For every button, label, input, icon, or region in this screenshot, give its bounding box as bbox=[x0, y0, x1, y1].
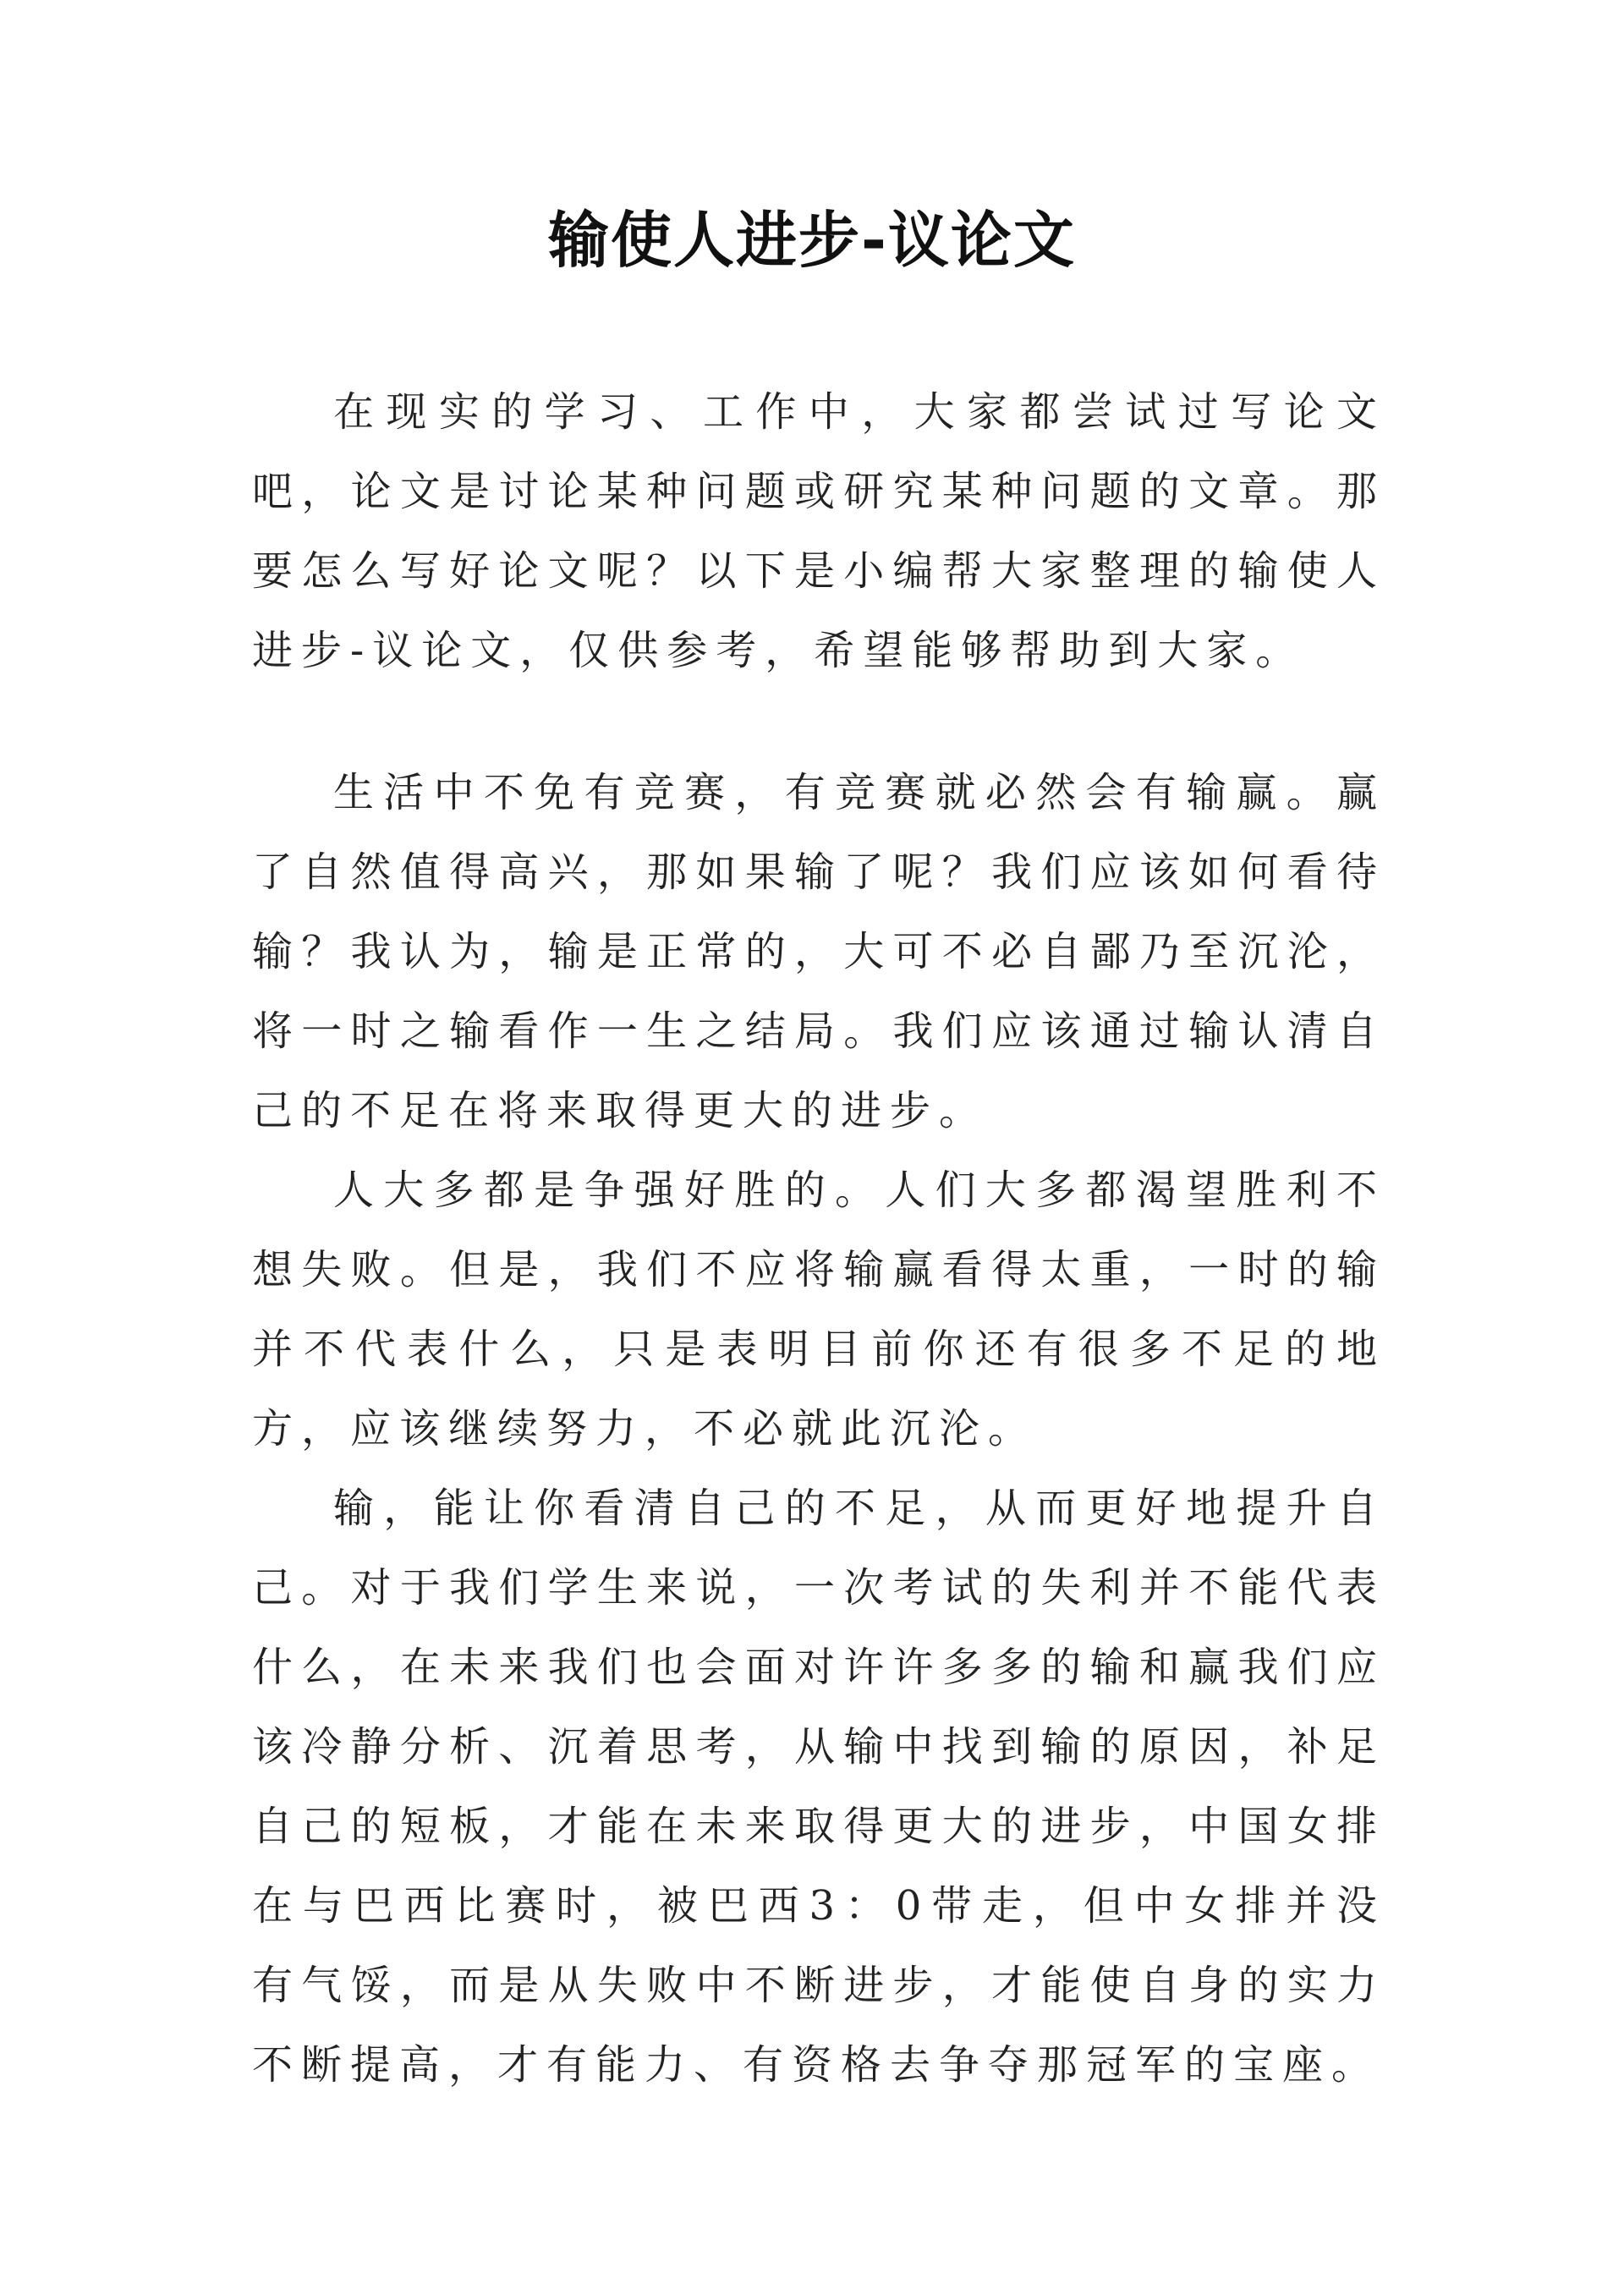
document-title: 输使人进步-议论文 bbox=[548, 205, 1076, 276]
essay-body bbox=[252, 753, 1385, 2105]
intro-paragraph: 在现实的学习、工作中，大家都尝试过写论文吧，论文是讨论某种问题或研究某种问题的文章。那要怎么写好论文呢？以下是小编帮大家整理的输使人进步-议论文，仅供参考，希望能够帮助到大家。 bbox=[252, 388, 1385, 674]
essay-paragraph-1: 生活中不免有竞赛，有竞赛就必然会有输赢。赢了自然值得高兴，那如果输了呢？我们应该如何看待输？我认为，输是正常的，大可不必自鄙乃至沉沦，将一时之输看作一生之结局。我们应该通过输认清自己的不足在将来取得更大的进步。 bbox=[252, 769, 1385, 1134]
essay-paragraph-3: 输，能让你看清自己的不足，从而更好地提升自己。对于我们学生来说，一次考试的失利并不能代表什么，在未来我们也会面对许许多多的输和赢我们应该冷静分析、沉着思考，从输中找到输的原因，补足自己的短板，才能在未来取得更大的进步，中国女排在与巴西比赛时，被巴西3：0带走，但中女排并没有气馁，而是从失败中不断进步，才能使自身的实力不断提高，才有能力、有资格去争夺那冠军的宝座。 bbox=[252, 1485, 1385, 2089]
intro-section bbox=[252, 372, 1385, 690]
essay-paragraph-2: 人大多都是争强好胜的。人们大多都渴望胜利不想失败。但是，我们不应将输赢看得太重，一时的输并不代表什么，只是表明目前你还有很多不足的地方，应该继续努力，不必就此沉沦。 bbox=[252, 1167, 1385, 1452]
